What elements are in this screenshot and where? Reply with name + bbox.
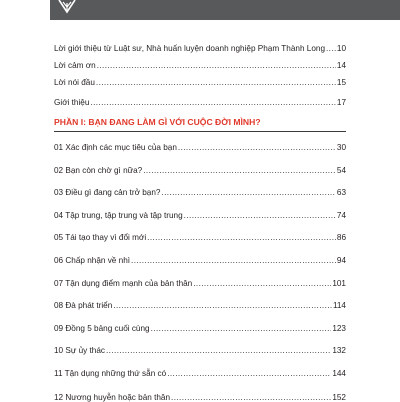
leader-dots xyxy=(131,257,336,265)
toc-entry-title: 03 Điều gì đang cản trở bạn? xyxy=(54,187,161,197)
toc-entry-introduction[interactable] xyxy=(54,94,346,107)
toc-entry-page: 17 xyxy=(336,97,346,107)
leader-dots xyxy=(113,302,332,310)
leader-dots xyxy=(193,280,331,288)
leader-dots xyxy=(143,167,336,175)
toc-entry-title: 05 Tái tạo thay vì đổi mới xyxy=(54,232,147,242)
leader-dots xyxy=(90,99,335,107)
toc-entry-page: 10 xyxy=(336,43,346,53)
toc-entry-title: 12 Nương huyễn hoặc bản thân xyxy=(54,392,171,402)
toc-entry-page: 101 xyxy=(332,278,346,288)
toc-entry-page: 114 xyxy=(332,300,346,310)
leader-dots xyxy=(167,370,331,378)
toc-entry-page: 86 xyxy=(336,232,346,242)
toc-entry-chapter-01[interactable] xyxy=(54,139,346,152)
toc-entry-title: Giới thiệu xyxy=(54,97,90,107)
leader-dots xyxy=(106,347,331,355)
leader-dots xyxy=(184,212,336,220)
leaf-logo-icon xyxy=(57,0,77,14)
leader-dots xyxy=(97,62,336,70)
toc-entry-title: 06 Chấp nhận về nhì xyxy=(54,255,131,265)
toc-entry-title: 08 Đà phát triển xyxy=(54,300,113,310)
toc-entry-chapter-08[interactable] xyxy=(54,297,346,310)
toc-entry-title: 04 Tập trung, tập trung và tập trung xyxy=(54,210,183,220)
toc-entry-page: 123 xyxy=(332,323,346,333)
toc-entry-title: 10 Sự ủy thác xyxy=(54,345,105,355)
toc-entry-page: 132 xyxy=(332,345,346,355)
leader-dots xyxy=(147,234,336,242)
toc-entry-chapter-03[interactable] xyxy=(54,184,346,197)
section-heading: PHẦN I: BẠN ĐANG LÀM GÌ VỚI CUỘC ĐỜI MÌNH? xyxy=(54,117,261,127)
toc-entry-title: Lời nói đầu xyxy=(54,77,95,87)
toc-entry-chapter-04[interactable] xyxy=(54,207,346,220)
toc-entry-page: 152 xyxy=(332,392,346,402)
toc-entry-acknowledgements[interactable] xyxy=(54,57,346,70)
toc-entry-chapter-02[interactable] xyxy=(54,162,346,175)
toc-entry-page: 15 xyxy=(336,77,346,87)
toc-entry-chapter-05[interactable] xyxy=(54,229,346,242)
leader-dots xyxy=(171,394,331,402)
section-rule xyxy=(54,131,346,132)
leader-dots xyxy=(326,45,336,53)
leader-dots xyxy=(96,79,336,87)
toc-entry-chapter-09[interactable] xyxy=(54,320,346,333)
leader-dots xyxy=(178,144,336,152)
toc-entry-foreword-lawyer[interactable] xyxy=(54,40,346,53)
leader-dots xyxy=(161,189,335,197)
toc-entry-chapter-12[interactable] xyxy=(54,389,346,402)
toc-entry-title: 07 Tận dụng điểm mạnh của bản thân xyxy=(54,278,193,288)
toc-entry-title: 02 Bạn còn chờ gì nữa? xyxy=(54,165,143,175)
toc-entry-page: 94 xyxy=(336,255,346,265)
toc-entry-page: 14 xyxy=(336,60,346,70)
toc-entry-title: 01 Xác định các mục tiêu của bạn xyxy=(54,142,177,152)
toc-entry-chapter-11[interactable] xyxy=(54,365,346,378)
toc-entry-title: Lời cảm ơn xyxy=(54,60,96,70)
toc-entry-page: 74 xyxy=(336,210,346,220)
toc-entry-page: 144 xyxy=(332,368,346,378)
leader-dots xyxy=(151,325,332,333)
toc-entry-title: 09 Đồng 5 bảng cuối cùng xyxy=(54,323,150,333)
toc-entry-chapter-07[interactable] xyxy=(54,275,346,288)
toc-entry-page: 30 xyxy=(336,142,346,152)
toc-entry-page: 63 xyxy=(336,187,346,197)
toc-entry-title: Lời giới thiệu từ Luật sư, Nhà huấn luyện doanh nghiệp Phạm Thành Long xyxy=(54,43,325,53)
header-band xyxy=(50,0,400,20)
toc-entry-preface[interactable] xyxy=(54,74,346,87)
toc-entry-chapter-10[interactable] xyxy=(54,342,346,355)
toc-entry-title: 11 Tận dụng những thứ sẵn có xyxy=(54,368,167,378)
toc-entry-chapter-06[interactable] xyxy=(54,252,346,265)
toc-entry-page: 54 xyxy=(336,165,346,175)
